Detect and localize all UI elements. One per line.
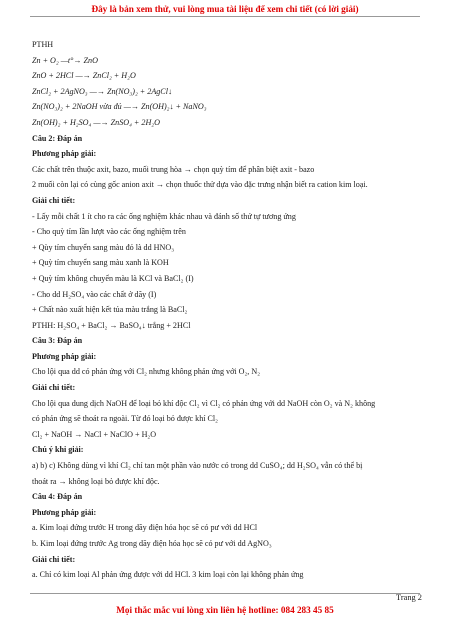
section-heading: Chú ý khi giải: (32, 445, 84, 455)
footer-divider (30, 593, 420, 594)
text-line: + Chất nào xuất hiện kết tủa màu trắng là BaCl₂ (32, 305, 188, 315)
text-line: Cho lội qua dd có phản ứng với Cl₂ nhưng không phản ứng với O₂, N₂ (32, 367, 261, 377)
section-heading: Phương pháp giải: (32, 149, 97, 159)
text-line: PTHH: H₂SO₄ + BaCl₂ → BaSO₄↓ trắng + 2HCl (32, 320, 191, 330)
document-body (32, 37, 424, 583)
section-heading: Giải chi tiết: (32, 383, 76, 393)
text-line: Các chất trên thuộc axit, bazo, muối trung hòa → chọn quỳ tím để phân biệt axit - bazo (32, 164, 315, 174)
section-heading: Giải chi tiết: (32, 195, 76, 205)
text-line: + Quỳ tím không chuyển màu là KCl và BaCl₂ (I) (32, 273, 194, 283)
hotline-banner: Mọi thắc mắc vui lòng xin liên hệ hotline: 084 283 45 85 (116, 605, 334, 615)
text-line: + Qùy tím chuyển sang màu đỏ là dd HNO₃ (32, 242, 175, 252)
text-line: b. Kim loại đứng trước Ag trong dãy điện hóa học sẽ có pư với dd AgNO₃ (32, 539, 272, 548)
section-heading: Phương pháp giải: (32, 507, 97, 517)
page-number: Trang 2 (396, 593, 422, 602)
text-line: a. Chỉ có kim loại Al phản ứng được với dd HCl. 3 kim loại còn lại không phản ứng (32, 570, 304, 580)
text-line: - Lấy mỗi chất 1 ít cho ra các ống nghiệm khác nhau và đánh số thứ tự tương ứng (32, 211, 296, 221)
equation-line: Zn + O₂ —t°→ ZnO (32, 55, 98, 65)
equation-line: ZnO + 2HCl —→ ZnCl₂ + H₂O (32, 71, 136, 81)
equation-line: Zn(OH)₂ + H₂SO₄ —→ ZnSO₄ + 2H₂O (32, 117, 160, 127)
text-line: thoát ra → không loại bỏ được khí độc. (32, 476, 160, 486)
text-line: Cl₂ + NaOH → NaCl + NaClO + H₂O (32, 429, 157, 439)
text-line: a) b) c) Không dùng vì khí Cl₂ chỉ tan một phần vào nước có trong dd CuSO₄; dd H₂SO₄ vẫn có thể bị (32, 461, 363, 471)
text-line: - Cho quỳ tím lần lượt vào các ống nghiệm trên (32, 227, 186, 237)
section-heading: Câu 2: Đáp án (32, 133, 83, 143)
section-heading: Câu 3: Đáp án (32, 336, 83, 346)
text-line: Cho lội qua dung dịch NaOH để loại bỏ khí độc Cl₂ vì Cl₂ có phản ứng với dd NaOH còn O₂ và N₂ không (32, 398, 376, 408)
equation-line: ZnCl₂ + 2AgNO₃ —→ Zn(NO₃)₂ + 2AgCl↓ (32, 86, 173, 96)
text-line: PTHH (32, 40, 54, 49)
preview-banner: Đây là bản xem thử, vui lòng mua tài liệu để xem chi tiết (có lời giải) (91, 4, 359, 14)
equation-line: Zn(NO₃)₂ + 2NaOH vừa đủ —→ Zn(OH)₂↓ + NaNO₃ (32, 102, 207, 112)
text-line: a. Kim loại đứng trước H trong dãy điện hóa học sẽ có pư với dd HCl (32, 523, 258, 533)
header-divider (30, 16, 420, 17)
text-line: + Quỳ tím chuyển sang màu xanh là KOH (32, 258, 169, 268)
section-heading: Giải chi tiết: (32, 554, 76, 564)
section-heading: Câu 4: Đáp án (32, 492, 83, 502)
section-heading: Phương pháp giải: (32, 351, 97, 361)
text-line: 2 muối còn lại có cùng gốc anion axit → chọn thuốc thử dựa vào đặc trưng nhận biết ra cation kim loại. (32, 180, 368, 190)
text-line: có phản ứng sẽ thoát ra ngoài. Từ đó loại bỏ được khí Cl₂ (32, 414, 219, 424)
text-line: - Cho dd H₂SO₄ vào các chất ở dãy (I) (32, 289, 157, 299)
